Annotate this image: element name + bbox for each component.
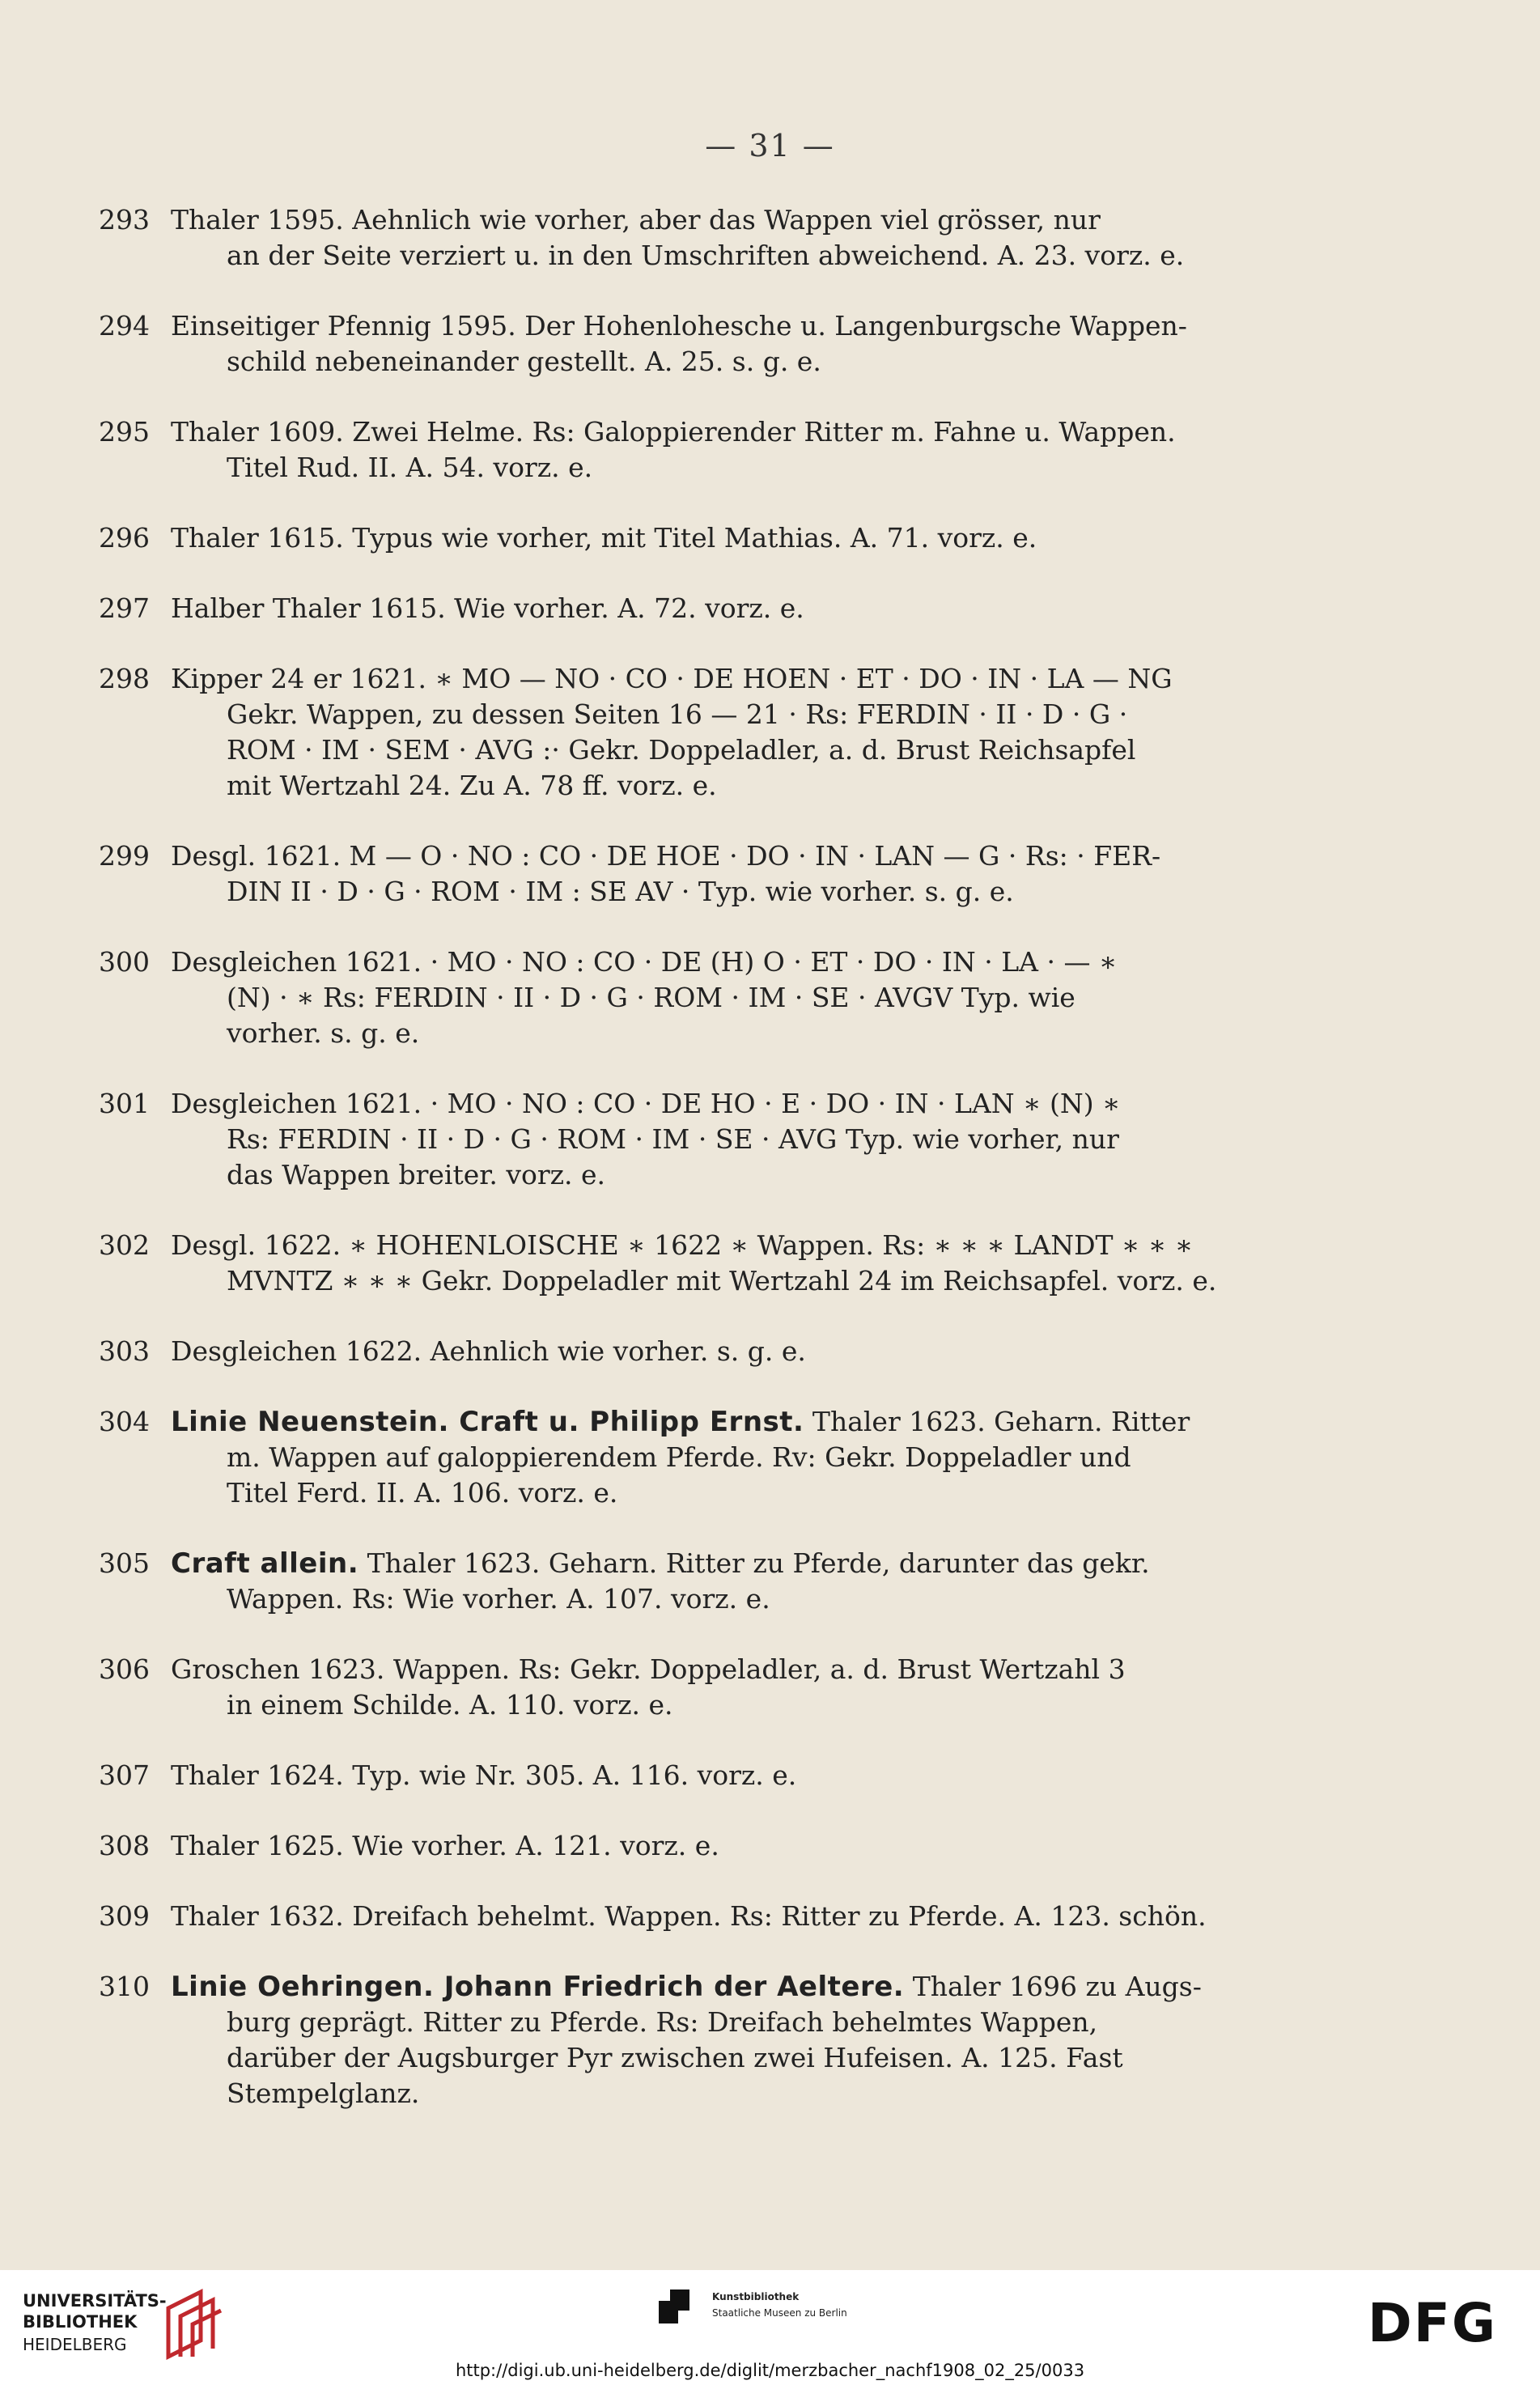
page-number: — 31 —: [705, 128, 835, 163]
entry-first-text: Desgleichen 1622. Aehnlich wie vorher. s. g. e.: [171, 1335, 806, 1367]
entry-continuation-line: burg geprägt. Ritter zu Pferde. Rs: Dreifach behelmtes Wappen,: [227, 2006, 1098, 2038]
entry-continuation-line: Wappen. Rs: Wie vorher. A. 107. vorz. e.: [227, 1583, 770, 1615]
ub-logo-mark-icon: [160, 2288, 225, 2361]
entry-first-line: [171, 1546, 1215, 1581]
entry-heading: Linie Neuenstein. Craft u. Philipp Ernst.: [171, 1406, 804, 1438]
ub-logo-line2: BIBLIOTHEK: [23, 2312, 138, 2332]
entry-first-text: Groschen 1623. Wappen. Rs: Gekr. Doppeladler, a. d. Brust Wertzahl 3: [171, 1653, 1126, 1685]
entry-first-text: Thaler 1696 zu Augs-: [904, 1971, 1202, 2002]
catalog-entry: [99, 308, 1215, 380]
entry-first-line: [171, 1086, 1215, 1122]
entry-continuation-line: (N) · ∗ Rs: FERDIN · II · D · G · ROM · IM · SE · AVGV Typ. wie: [227, 982, 1075, 1013]
entry-first-text: Thaler 1624. Typ. wie Nr. 305. A. 116. vorz. e.: [171, 1759, 797, 1791]
entry-number: 294: [99, 310, 150, 342]
entry-first-line: [171, 1969, 1215, 2005]
entry-first-text: Thaler 1595. Aehnlich wie vorher, aber das Wappen viel grösser, nur: [171, 204, 1101, 236]
kunstbibliothek-mark-icon: [655, 2286, 701, 2327]
entry-continuation-line: Rs: FERDIN · II · D · G · ROM · IM · SE · AVG Typ. wie vorher, nur: [227, 1123, 1119, 1155]
entry-number: 297: [99, 592, 150, 624]
catalog-entry: [99, 1404, 1215, 1511]
entry-number: 293: [99, 204, 150, 236]
entry-continuation-line: Gekr. Wappen, zu dessen Seiten 16 — 21 · Rs: FERDIN · II · D · G ·: [227, 698, 1128, 730]
catalog-entry: [99, 414, 1215, 486]
catalog-entry: [99, 944, 1215, 1051]
entry-first-text: Desgleichen 1621. · MO · NO : CO · DE HO · E · DO · IN · LAN ∗ (N) ∗: [171, 1088, 1121, 1119]
entry-first-line: [171, 202, 1215, 238]
entry-first-line: [171, 661, 1215, 697]
entry-first-text: Thaler 1623. Geharn. Ritter zu Pferde, darunter das gekr.: [358, 1547, 1150, 1579]
entry-number: 304: [99, 1406, 150, 1437]
kunstbibliothek-subtitle: Staatliche Museen zu Berlin: [712, 2307, 847, 2319]
entry-first-line: [171, 520, 1215, 556]
entry-first-line: [171, 944, 1215, 980]
entry-continuation-line: Titel Ferd. II. A. 106. vorz. e.: [227, 1477, 618, 1509]
ub-logo-line1: UNIVERSITÄTS-: [23, 2291, 167, 2311]
catalog-entry: [99, 661, 1215, 804]
entry-heading: Craft allein.: [171, 1547, 359, 1580]
entry-number: 302: [99, 1229, 150, 1261]
entry-first-text: Thaler 1632. Dreifach behelmt. Wappen. Rs: Ritter zu Pferde. A. 123. schön.: [171, 1900, 1207, 1932]
entry-number: 305: [99, 1547, 150, 1579]
entry-first-line: [171, 1228, 1215, 1263]
permalink-url[interactable]: http://digi.ub.uni-heidelberg.de/diglit/merzbacher_nachf1908_02_25/0033: [455, 2361, 1085, 2380]
dfg-logo-text: DFG: [1368, 2294, 1498, 2351]
entry-continuation-line: Stempelglanz.: [227, 2077, 420, 2109]
entry-number: 310: [99, 1971, 150, 2002]
entry-number: 309: [99, 1900, 150, 1932]
catalog-entry: [99, 1546, 1215, 1617]
catalog-entry: [99, 520, 1215, 556]
catalog-entry: [99, 591, 1215, 626]
entry-first-text: Desgleichen 1621. · MO · NO : CO · DE (H) O · ET · DO · IN · LA · — ∗: [171, 946, 1118, 978]
entry-number: 307: [99, 1759, 150, 1791]
entry-first-text: Thaler 1609. Zwei Helme. Rs: Galoppierender Ritter m. Fahne u. Wappen.: [171, 416, 1176, 448]
catalog-entry: [99, 1899, 1215, 1934]
kunstbibliothek-logo[interactable]: [655, 2286, 979, 2335]
entry-continuation-line: darüber der Augsburger Pyr zwischen zwei Hufeisen. A. 125. Fast: [227, 2042, 1123, 2073]
footer-bar: [0, 2270, 1540, 2385]
entry-first-text: Einseitiger Pfennig 1595. Der Hohenlohesche u. Langenburgsche Wappen-: [171, 310, 1187, 342]
catalog-entry: [99, 202, 1215, 274]
entry-first-text: Thaler 1625. Wie vorher. A. 121. vorz. e.: [171, 1830, 719, 1861]
entry-first-line: [171, 1334, 1215, 1369]
catalog-entry: [99, 838, 1215, 910]
entry-first-text: Thaler 1615. Typus wie vorher, mit Titel Mathias. A. 71. vorz. e.: [171, 522, 1037, 554]
entry-number: 296: [99, 522, 150, 554]
entry-heading: Linie Oehringen. Johann Friedrich der Aeltere.: [171, 1971, 905, 2003]
entry-number: 308: [99, 1830, 150, 1861]
entry-continuation-line: in einem Schilde. A. 110. vorz. e.: [227, 1689, 673, 1721]
entry-number: 301: [99, 1088, 150, 1119]
catalog-entry: [99, 1652, 1215, 1723]
catalog-entry: [99, 1758, 1215, 1793]
catalog-entry: [99, 1086, 1215, 1193]
entry-first-text: Desgl. 1622. ∗ HOHENLOISCHE ∗ 1622 ∗ Wappen. Rs: ∗ ∗ ∗ LANDT ∗ ∗ ∗: [171, 1229, 1194, 1261]
entry-continuation-line: mit Wertzahl 24. Zu A. 78 ff. vorz. e.: [227, 770, 717, 801]
catalog-entry: [99, 1969, 1215, 2111]
entry-number: 298: [99, 663, 150, 694]
entry-first-line: [171, 414, 1215, 450]
entry-continuation-line: MVNTZ ∗ ∗ ∗ Gekr. Doppeladler mit Wertzahl 24 im Reichsapfel. vorz. e.: [227, 1265, 1217, 1296]
catalog-entry: [99, 1828, 1215, 1864]
entry-number: 306: [99, 1653, 150, 1685]
entry-continuation-line: das Wappen breiter. vorz. e.: [227, 1159, 606, 1190]
entry-continuation-line: an der Seite verziert u. in den Umschriften abweichend. A. 23. vorz. e.: [227, 240, 1185, 271]
entry-number: 299: [99, 840, 150, 872]
entry-first-line: [171, 1758, 1215, 1793]
entry-first-text: Thaler 1623. Geharn. Ritter: [804, 1406, 1190, 1437]
entry-continuation-line: m. Wappen auf galoppierendem Pferde. Rv: Gekr. Doppeladler und: [227, 1441, 1131, 1473]
entry-continuation-line: schild nebeneinander gestellt. A. 25. s. g. e.: [227, 346, 821, 377]
catalog-entries: [99, 202, 1215, 2146]
entry-number: 300: [99, 946, 150, 978]
entry-number: 303: [99, 1335, 150, 1367]
entry-first-text: Kipper 24 er 1621. ∗ MO — NO · CO · DE HOEN · ET · DO · IN · LA — NG: [171, 663, 1173, 694]
kunstbibliothek-name: Kunstbibliothek: [712, 2291, 800, 2302]
entry-first-line: [171, 591, 1215, 626]
entry-continuation-line: Titel Rud. II. A. 54. vorz. e.: [227, 452, 593, 483]
entry-continuation-line: vorher. s. g. e.: [227, 1017, 420, 1049]
entry-number: 295: [99, 416, 150, 448]
entry-first-line: [171, 1828, 1215, 1864]
entry-first-line: [171, 1899, 1215, 1934]
entry-first-text: Desgl. 1621. M — O · NO : CO · DE HOE · DO · IN · LAN — G · Rs: · FER-: [171, 840, 1161, 872]
entry-first-line: [171, 1404, 1215, 1440]
entry-first-line: [171, 838, 1215, 874]
ub-heidelberg-logo[interactable]: [23, 2288, 233, 2369]
entry-first-text: Halber Thaler 1615. Wie vorher. A. 72. vorz. e.: [171, 592, 804, 624]
ub-logo-line3: HEIDELBERG: [23, 2335, 127, 2354]
catalog-entry: [99, 1228, 1215, 1299]
entry-continuation-line: DIN II · D · G · ROM · IM : SE AV · Typ. wie vorher. s. g. e.: [227, 876, 1014, 907]
entry-continuation-line: ROM · IM · SEM · AVG :· Gekr. Doppeladler, a. d. Brust Reichsapfel: [227, 734, 1136, 766]
entry-first-line: [171, 1652, 1215, 1687]
entry-first-line: [171, 308, 1215, 344]
catalog-entry: [99, 1334, 1215, 1369]
dfg-logo[interactable]: [1368, 2294, 1521, 2351]
